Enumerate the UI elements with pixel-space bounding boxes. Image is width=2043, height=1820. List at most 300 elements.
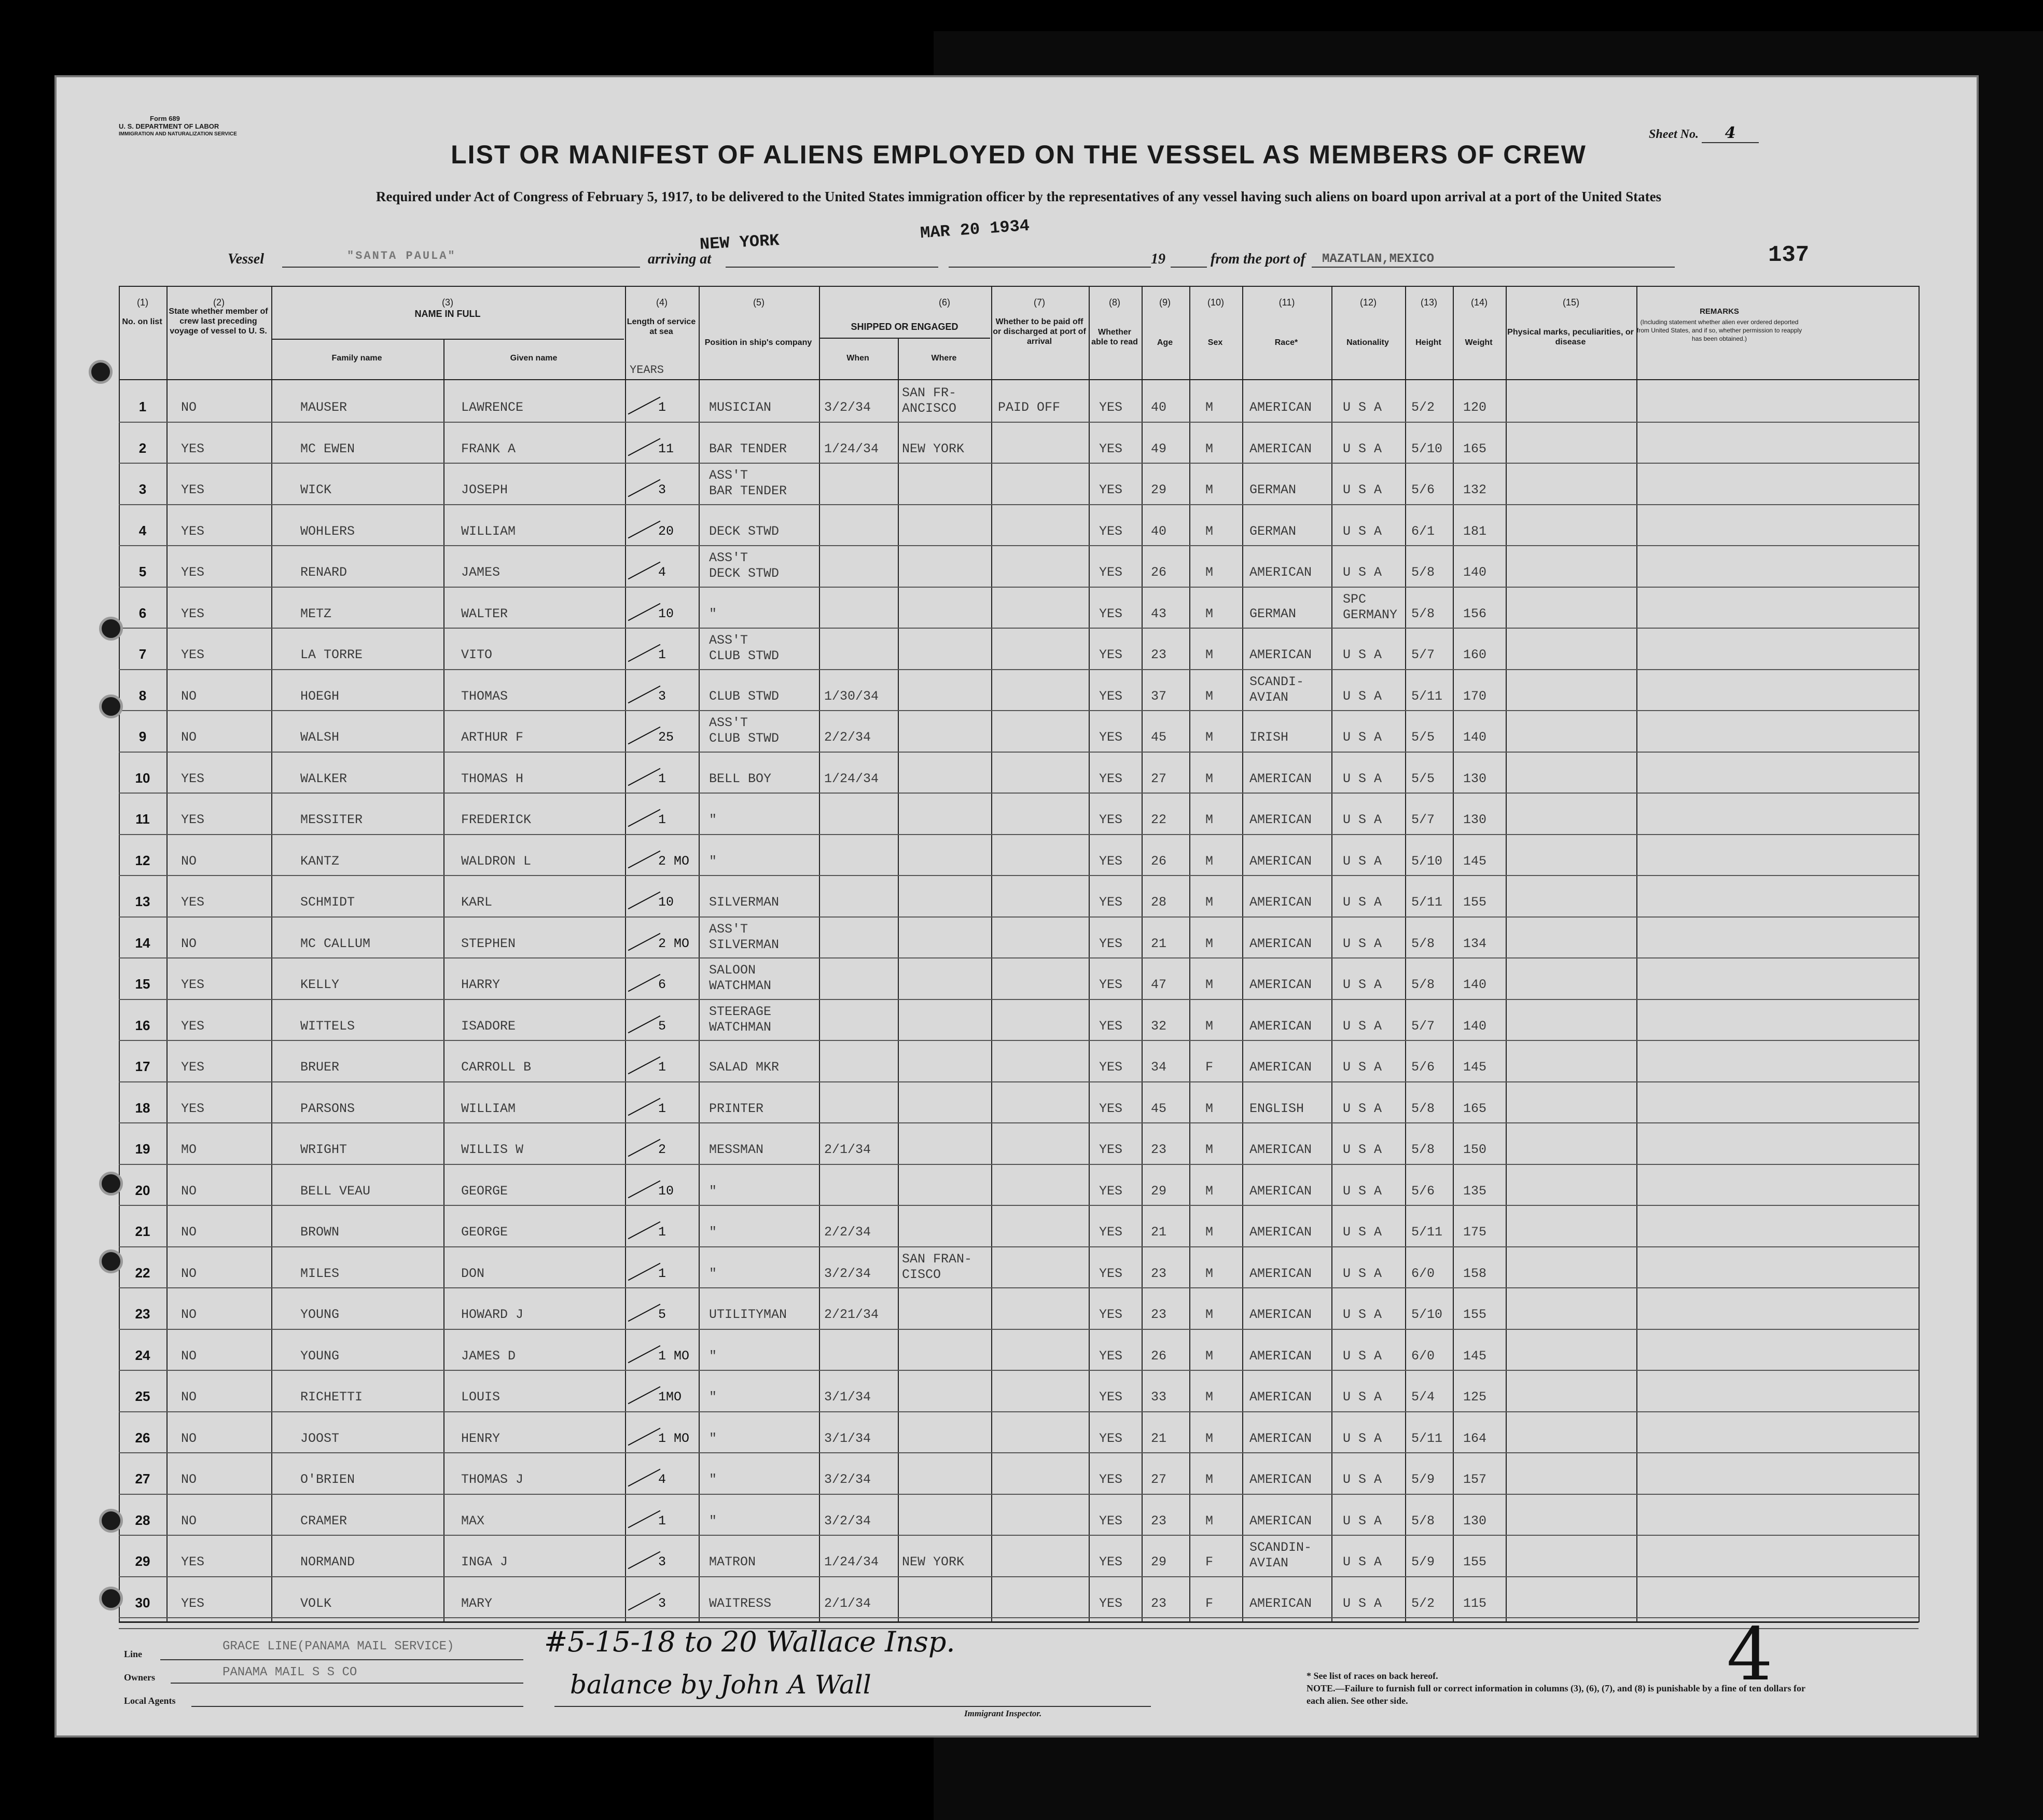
- row-given-name: FREDERICK: [461, 812, 532, 827]
- column-rule: [699, 286, 700, 1622]
- footer-rule: [119, 1628, 1919, 1629]
- row-number: 24: [135, 1347, 150, 1363]
- row-family-name: KANTZ: [300, 853, 340, 869]
- row-sex: F: [1205, 1595, 1214, 1611]
- row-state: NO: [181, 1513, 197, 1529]
- column-rule: [1636, 286, 1637, 1622]
- manifest-sheet: [54, 75, 1979, 1738]
- row-position: ASS'T BAR TENDER: [709, 468, 787, 498]
- sheet-value: 4: [1702, 124, 1759, 143]
- row-shipped-when: 1/24/34: [824, 441, 879, 456]
- row-family-name: RICHETTI: [300, 1390, 363, 1405]
- row-nationality: U S A: [1343, 895, 1382, 910]
- row-height: 5/7: [1411, 1018, 1435, 1034]
- row-rule: [119, 422, 1919, 423]
- row-nationality: U S A: [1343, 482, 1382, 497]
- row-given-name: ARTHUR F: [461, 730, 524, 745]
- row-weight: 135: [1463, 1183, 1487, 1199]
- row-height: 5/10: [1411, 1307, 1443, 1322]
- row-sex: M: [1205, 1142, 1214, 1157]
- row-position: SILVERMAN: [709, 895, 780, 910]
- column-rule: [119, 286, 120, 1622]
- year-label: 19: [1151, 251, 1165, 267]
- row-position: ": [709, 812, 717, 827]
- row-given-name: FRANK A: [461, 441, 516, 456]
- years-label: YEARS: [630, 364, 664, 377]
- row-height: 6/1: [1411, 523, 1435, 539]
- row-able-to-read: YES: [1099, 1430, 1123, 1446]
- row-state: NO: [181, 1472, 197, 1487]
- row-length-of-service: 2 MO: [658, 853, 690, 869]
- row-weight: 145: [1463, 1060, 1487, 1075]
- row-length-of-service: 5: [658, 1307, 666, 1322]
- row-number: 9: [138, 729, 147, 744]
- table-top-rule: [119, 286, 1919, 287]
- row-race: AMERICAN: [1249, 771, 1312, 786]
- check-mark: [628, 1015, 661, 1033]
- form-number: Form 689: [150, 115, 180, 122]
- row-given-name: ISADORE: [461, 1018, 516, 1034]
- row-rule: [119, 752, 1919, 753]
- row-position: DECK STWD: [709, 523, 780, 539]
- row-race: AMERICAN: [1249, 1472, 1312, 1487]
- row-age: 29: [1151, 1554, 1167, 1569]
- row-given-name: DON: [461, 1266, 485, 1281]
- row-sex: M: [1205, 1307, 1214, 1322]
- row-family-name: MESSITER: [300, 812, 363, 827]
- row-weight: 164: [1463, 1430, 1487, 1446]
- row-length-of-service: 1: [658, 1225, 666, 1240]
- check-mark: [628, 1262, 661, 1281]
- row-given-name: VITO: [461, 647, 493, 662]
- row-weight: 158: [1463, 1266, 1487, 1281]
- row-height: 5/6: [1411, 1183, 1435, 1199]
- row-height: 5/6: [1411, 482, 1435, 497]
- row-position: SALOON WATCHMAN: [709, 963, 772, 993]
- row-height: 6/0: [1411, 1266, 1435, 1281]
- column-number: (3): [442, 297, 453, 308]
- row-age: 49: [1151, 441, 1167, 456]
- row-weight: 165: [1463, 1101, 1487, 1116]
- row-state: YES: [181, 771, 205, 786]
- row-number: 27: [135, 1471, 150, 1486]
- row-race: AMERICAN: [1249, 977, 1312, 992]
- row-family-name: BRUER: [300, 1060, 340, 1075]
- row-age: 21: [1151, 936, 1167, 951]
- row-weight: 130: [1463, 812, 1487, 827]
- check-mark: [628, 1139, 661, 1157]
- row-length-of-service: 11: [658, 441, 674, 456]
- row-family-name: VOLK: [300, 1595, 332, 1611]
- row-height: 6/0: [1411, 1348, 1435, 1364]
- row-rule: [119, 875, 1919, 876]
- row-length-of-service: 1 MO: [658, 1348, 690, 1364]
- row-state: NO: [181, 1225, 197, 1240]
- row-height: 5/11: [1411, 895, 1443, 910]
- line-value: GRACE LINE(PANAMA MAIL SERVICE): [223, 1640, 454, 1654]
- row-sex: M: [1205, 1430, 1214, 1446]
- row-sex: M: [1205, 523, 1214, 539]
- row-given-name: WALTER: [461, 606, 508, 621]
- col-height-header: Height: [1415, 338, 1441, 347]
- row-rule: [119, 1040, 1919, 1041]
- row-nationality: U S A: [1343, 1595, 1382, 1611]
- row-nationality: U S A: [1343, 1183, 1382, 1199]
- check-mark: [628, 603, 661, 621]
- owners-label: Owners: [124, 1672, 155, 1683]
- row-shipped-when: 2/2/34: [824, 730, 871, 745]
- corner-mark: 4: [1727, 1613, 1773, 1697]
- column-rule: [166, 286, 168, 1622]
- row-age: 37: [1151, 688, 1167, 704]
- row-age: 29: [1151, 1183, 1167, 1199]
- row-sex: M: [1205, 812, 1214, 827]
- row-number: 8: [138, 687, 147, 703]
- row-race: AMERICAN: [1249, 1266, 1312, 1281]
- row-height: 5/4: [1411, 1390, 1435, 1405]
- row-number: 12: [135, 852, 150, 868]
- row-position: MUSICIAN: [709, 400, 772, 415]
- shipped-subrule: [819, 338, 990, 339]
- row-shipped-when: 2/1/34: [824, 1595, 871, 1611]
- check-mark: [628, 562, 661, 580]
- row-nationality: U S A: [1343, 441, 1382, 456]
- row-able-to-read: YES: [1099, 812, 1123, 827]
- check-mark: [628, 1345, 661, 1363]
- row-position: MATRON: [709, 1554, 756, 1569]
- row-height: 5/2: [1411, 1595, 1435, 1611]
- row-age: 28: [1151, 895, 1167, 910]
- row-number: 5: [138, 564, 147, 579]
- row-able-to-read: YES: [1099, 1513, 1123, 1529]
- from-port-label: from the port of: [1211, 251, 1305, 267]
- inspector-label: Immigrant Inspector.: [964, 1708, 1042, 1718]
- row-able-to-read: YES: [1099, 1183, 1123, 1199]
- binding-hole: [89, 360, 113, 384]
- row-position: ASS'T CLUB STWD: [709, 715, 780, 746]
- row-able-to-read: YES: [1099, 1472, 1123, 1487]
- row-height: 5/7: [1411, 647, 1435, 662]
- row-nationality: U S A: [1343, 977, 1382, 992]
- row-number: 17: [135, 1059, 150, 1074]
- row-weight: 145: [1463, 853, 1487, 869]
- binding-hole: [99, 617, 123, 641]
- row-race: AMERICAN: [1249, 565, 1312, 580]
- row-rule: [119, 628, 1919, 629]
- row-age: 26: [1151, 565, 1167, 580]
- row-able-to-read: YES: [1099, 977, 1123, 992]
- row-given-name: INGA J: [461, 1554, 508, 1569]
- row-length-of-service: 1: [658, 1101, 666, 1116]
- column-number: (4): [656, 297, 668, 308]
- row-family-name: WALKER: [300, 771, 348, 786]
- row-age: 27: [1151, 1472, 1167, 1487]
- row-age: 21: [1151, 1225, 1167, 1240]
- row-weight: 145: [1463, 1348, 1487, 1364]
- column-number: (12): [1359, 297, 1377, 308]
- row-rule: [119, 834, 1919, 835]
- row-nationality: U S A: [1343, 523, 1382, 539]
- row-given-name: JAMES D: [461, 1348, 516, 1364]
- row-shipped-where: NEW YORK: [902, 441, 965, 456]
- row-given-name: THOMAS H: [461, 771, 524, 786]
- row-number: 21: [135, 1224, 150, 1239]
- page-title: LIST OR MANIFEST OF ALIENS EMPLOYED ON THE VESSEL AS MEMBERS OF CREW: [451, 140, 1587, 169]
- column-rule: [1405, 286, 1406, 1622]
- row-race: AMERICAN: [1249, 441, 1312, 456]
- row-height: 5/8: [1411, 606, 1435, 621]
- column-number: (2): [213, 297, 225, 308]
- row-state: NO: [181, 1307, 197, 1322]
- row-family-name: PARSONS: [300, 1101, 355, 1116]
- row-given-name: GEORGE: [461, 1225, 508, 1240]
- row-height: 5/9: [1411, 1472, 1435, 1487]
- row-nationality: U S A: [1343, 1430, 1382, 1446]
- row-age: 45: [1151, 1101, 1167, 1116]
- row-rule: [119, 1246, 1919, 1247]
- row-sex: M: [1205, 565, 1214, 580]
- row-nationality: U S A: [1343, 812, 1382, 827]
- row-given-name: MARY: [461, 1595, 493, 1611]
- row-sex: F: [1205, 1554, 1214, 1569]
- row-position: WAITRESS: [709, 1595, 772, 1611]
- row-family-name: SCHMIDT: [300, 895, 355, 910]
- row-number: 30: [135, 1594, 150, 1610]
- date-stamp: MAR 20 1934: [919, 216, 1031, 243]
- row-able-to-read: YES: [1099, 1595, 1123, 1611]
- row-sex: M: [1205, 895, 1214, 910]
- row-race: AMERICAN: [1249, 1183, 1312, 1199]
- column-rule: [1242, 286, 1243, 1622]
- binding-hole: [99, 1509, 123, 1533]
- row-able-to-read: YES: [1099, 730, 1123, 745]
- row-sex: M: [1205, 936, 1214, 951]
- agents-underline: [191, 1706, 523, 1707]
- row-state: NO: [181, 1266, 197, 1281]
- row-state: MO: [181, 1142, 197, 1157]
- row-weight: 140: [1463, 565, 1487, 580]
- row-able-to-read: YES: [1099, 1142, 1123, 1157]
- check-mark: [628, 1427, 661, 1446]
- row-nationality: U S A: [1343, 1513, 1382, 1529]
- row-age: 23: [1151, 1142, 1167, 1157]
- row-shipped-when: 2/2/34: [824, 1225, 871, 1240]
- row-given-name: THOMAS J: [461, 1472, 524, 1487]
- col-shipped-header: SHIPPED OR ENGAGED: [851, 322, 958, 332]
- sheet-label: Sheet No.: [1649, 128, 1699, 141]
- row-shipped-where: SAN FR- ANCISCO: [902, 385, 957, 416]
- row-age: 26: [1151, 853, 1167, 869]
- row-able-to-read: YES: [1099, 853, 1123, 869]
- row-rule: [119, 1576, 1919, 1577]
- row-family-name: JOOST: [300, 1430, 340, 1446]
- row-state: NO: [181, 730, 197, 745]
- row-race: ENGLISH: [1249, 1101, 1304, 1116]
- row-rule: [119, 1452, 1919, 1453]
- row-length-of-service: 5: [658, 1018, 666, 1034]
- arriving-underline: [726, 267, 938, 268]
- row-state: YES: [181, 812, 205, 827]
- column-number: (6): [939, 297, 950, 308]
- row-family-name: MILES: [300, 1266, 340, 1281]
- row-height: 5/8: [1411, 977, 1435, 992]
- row-height: 5/7: [1411, 812, 1435, 827]
- from-port: MAZATLAN,MEXICO: [1322, 252, 1435, 266]
- row-state: YES: [181, 1060, 205, 1075]
- row-sex: M: [1205, 771, 1214, 786]
- row-rule: [119, 1411, 1919, 1412]
- row-nationality: U S A: [1343, 936, 1382, 951]
- check-mark: [628, 644, 661, 662]
- row-position: BELL BOY: [709, 771, 772, 786]
- column-number: (13): [1420, 297, 1437, 308]
- owners-value: PANAMA MAIL S S CO: [223, 1665, 357, 1679]
- row-race: AMERICAN: [1249, 1225, 1312, 1240]
- row-race: AMERICAN: [1249, 1307, 1312, 1322]
- column-number: (1): [137, 297, 148, 308]
- row-race: SCANDI- AVIAN: [1249, 674, 1304, 705]
- column-rule: [625, 286, 626, 1622]
- row-rule: [119, 1535, 1919, 1536]
- row-state: NO: [181, 853, 197, 869]
- row-rule: [119, 1122, 1919, 1123]
- row-race: AMERICAN: [1249, 936, 1312, 951]
- row-height: 5/11: [1411, 688, 1443, 704]
- footer-notes: [1307, 1670, 1825, 1707]
- check-mark: [628, 1469, 661, 1487]
- handwritten-note: #5-15-18 to 20 Wallace Insp.: [544, 1626, 955, 1658]
- row-height: 5/10: [1411, 853, 1443, 869]
- row-age: 47: [1151, 977, 1167, 992]
- row-length-of-service: 10: [658, 1183, 674, 1199]
- row-nationality: U S A: [1343, 1266, 1382, 1281]
- row-nationality: U S A: [1343, 1390, 1382, 1405]
- row-family-name: RENARD: [300, 565, 348, 580]
- row-position: ": [709, 1390, 717, 1405]
- stamp-number: 137: [1768, 242, 1810, 268]
- row-height: 5/9: [1411, 1554, 1435, 1569]
- row-sex: F: [1205, 1060, 1214, 1075]
- row-race: SCANDIN- AVIAN: [1249, 1540, 1312, 1571]
- column-rule: [1919, 286, 1920, 1622]
- row-state: NO: [181, 1348, 197, 1364]
- row-height: 5/10: [1411, 441, 1443, 456]
- row-rule: [119, 1494, 1919, 1495]
- binding-hole: [99, 1172, 123, 1196]
- arriving-label: arriving at: [648, 251, 712, 267]
- row-paid-off: PAID OFF: [998, 400, 1061, 415]
- row-rule: [119, 669, 1919, 670]
- row-age: 22: [1151, 812, 1167, 827]
- row-age: 23: [1151, 647, 1167, 662]
- row-state: YES: [181, 606, 205, 621]
- row-nationality: U S A: [1343, 647, 1382, 662]
- row-family-name: BROWN: [300, 1225, 340, 1240]
- row-given-name: MAX: [461, 1513, 485, 1529]
- row-shipped-when: 2/1/34: [824, 1142, 871, 1157]
- row-position: ASS'T DECK STWD: [709, 550, 780, 581]
- row-sex: M: [1205, 1266, 1214, 1281]
- column-rule: [443, 339, 444, 1622]
- row-position: STEERAGE WATCHMAN: [709, 1004, 772, 1035]
- row-position: ASS'T SILVERMAN: [709, 921, 780, 952]
- check-mark: [628, 1551, 661, 1569]
- row-rule: [119, 916, 1919, 918]
- row-position: ": [709, 1183, 717, 1199]
- row-height: 5/5: [1411, 771, 1435, 786]
- row-age: 40: [1151, 523, 1167, 539]
- row-able-to-read: YES: [1099, 771, 1123, 786]
- vessel-name: "SANTA PAULA": [347, 249, 456, 262]
- row-sex: M: [1205, 482, 1214, 497]
- column-rule: [1331, 286, 1332, 1622]
- row-length-of-service: 2: [658, 1142, 666, 1157]
- row-length-of-service: 20: [658, 523, 674, 539]
- row-number: 25: [135, 1388, 150, 1404]
- row-position: ": [709, 1225, 717, 1240]
- row-length-of-service: 1: [658, 1513, 666, 1529]
- vessel-label: Vessel: [228, 251, 264, 267]
- row-weight: 125: [1463, 1390, 1487, 1405]
- department-name: U. S. DEPARTMENT OF LABOR: [119, 122, 219, 130]
- row-length-of-service: 6: [658, 977, 666, 992]
- row-race: AMERICAN: [1249, 647, 1312, 662]
- row-sex: M: [1205, 606, 1214, 621]
- row-family-name: YOUNG: [300, 1348, 340, 1364]
- row-race: AMERICAN: [1249, 895, 1312, 910]
- row-rule: [119, 1617, 1919, 1618]
- col-family-header: Family name: [331, 354, 382, 363]
- col-sex-header: Sex: [1207, 338, 1223, 347]
- row-weight: 165: [1463, 441, 1487, 456]
- header-bottom-rule: [119, 379, 1919, 380]
- row-nationality: U S A: [1343, 565, 1382, 580]
- row-length-of-service: 25: [658, 730, 674, 745]
- row-number: 18: [135, 1100, 150, 1116]
- row-length-of-service: 2 MO: [658, 936, 690, 951]
- col-remarks-header: REMARKS: [1700, 307, 1739, 316]
- row-length-of-service: 1: [658, 647, 666, 662]
- row-position: PRINTER: [709, 1101, 764, 1116]
- row-state: YES: [181, 1595, 205, 1611]
- row-number: 15: [135, 976, 150, 992]
- row-age: 34: [1151, 1060, 1167, 1075]
- row-length-of-service: 1: [658, 812, 666, 827]
- row-able-to-read: YES: [1099, 1060, 1123, 1075]
- row-state: NO: [181, 688, 197, 704]
- row-length-of-service: 1: [658, 1266, 666, 1281]
- row-length-of-service: 3: [658, 1554, 666, 1569]
- row-nationality: SPC GERMANY: [1343, 591, 1398, 622]
- row-given-name: HENRY: [461, 1430, 501, 1446]
- row-number: 11: [135, 811, 150, 827]
- row-able-to-read: YES: [1099, 688, 1123, 704]
- row-sex: M: [1205, 441, 1214, 456]
- row-family-name: YOUNG: [300, 1307, 340, 1322]
- row-rule: [119, 1164, 1919, 1165]
- column-rule: [991, 286, 992, 1622]
- row-nationality: U S A: [1343, 1348, 1382, 1364]
- row-nationality: U S A: [1343, 400, 1382, 415]
- row-weight: 170: [1463, 688, 1487, 704]
- row-position: MESSMAN: [709, 1142, 764, 1157]
- row-given-name: HARRY: [461, 977, 501, 992]
- row-family-name: MC EWEN: [300, 441, 355, 456]
- row-sex: M: [1205, 730, 1214, 745]
- row-able-to-read: YES: [1099, 1266, 1123, 1281]
- row-given-name: THOMAS: [461, 688, 508, 704]
- row-race: AMERICAN: [1249, 1018, 1312, 1034]
